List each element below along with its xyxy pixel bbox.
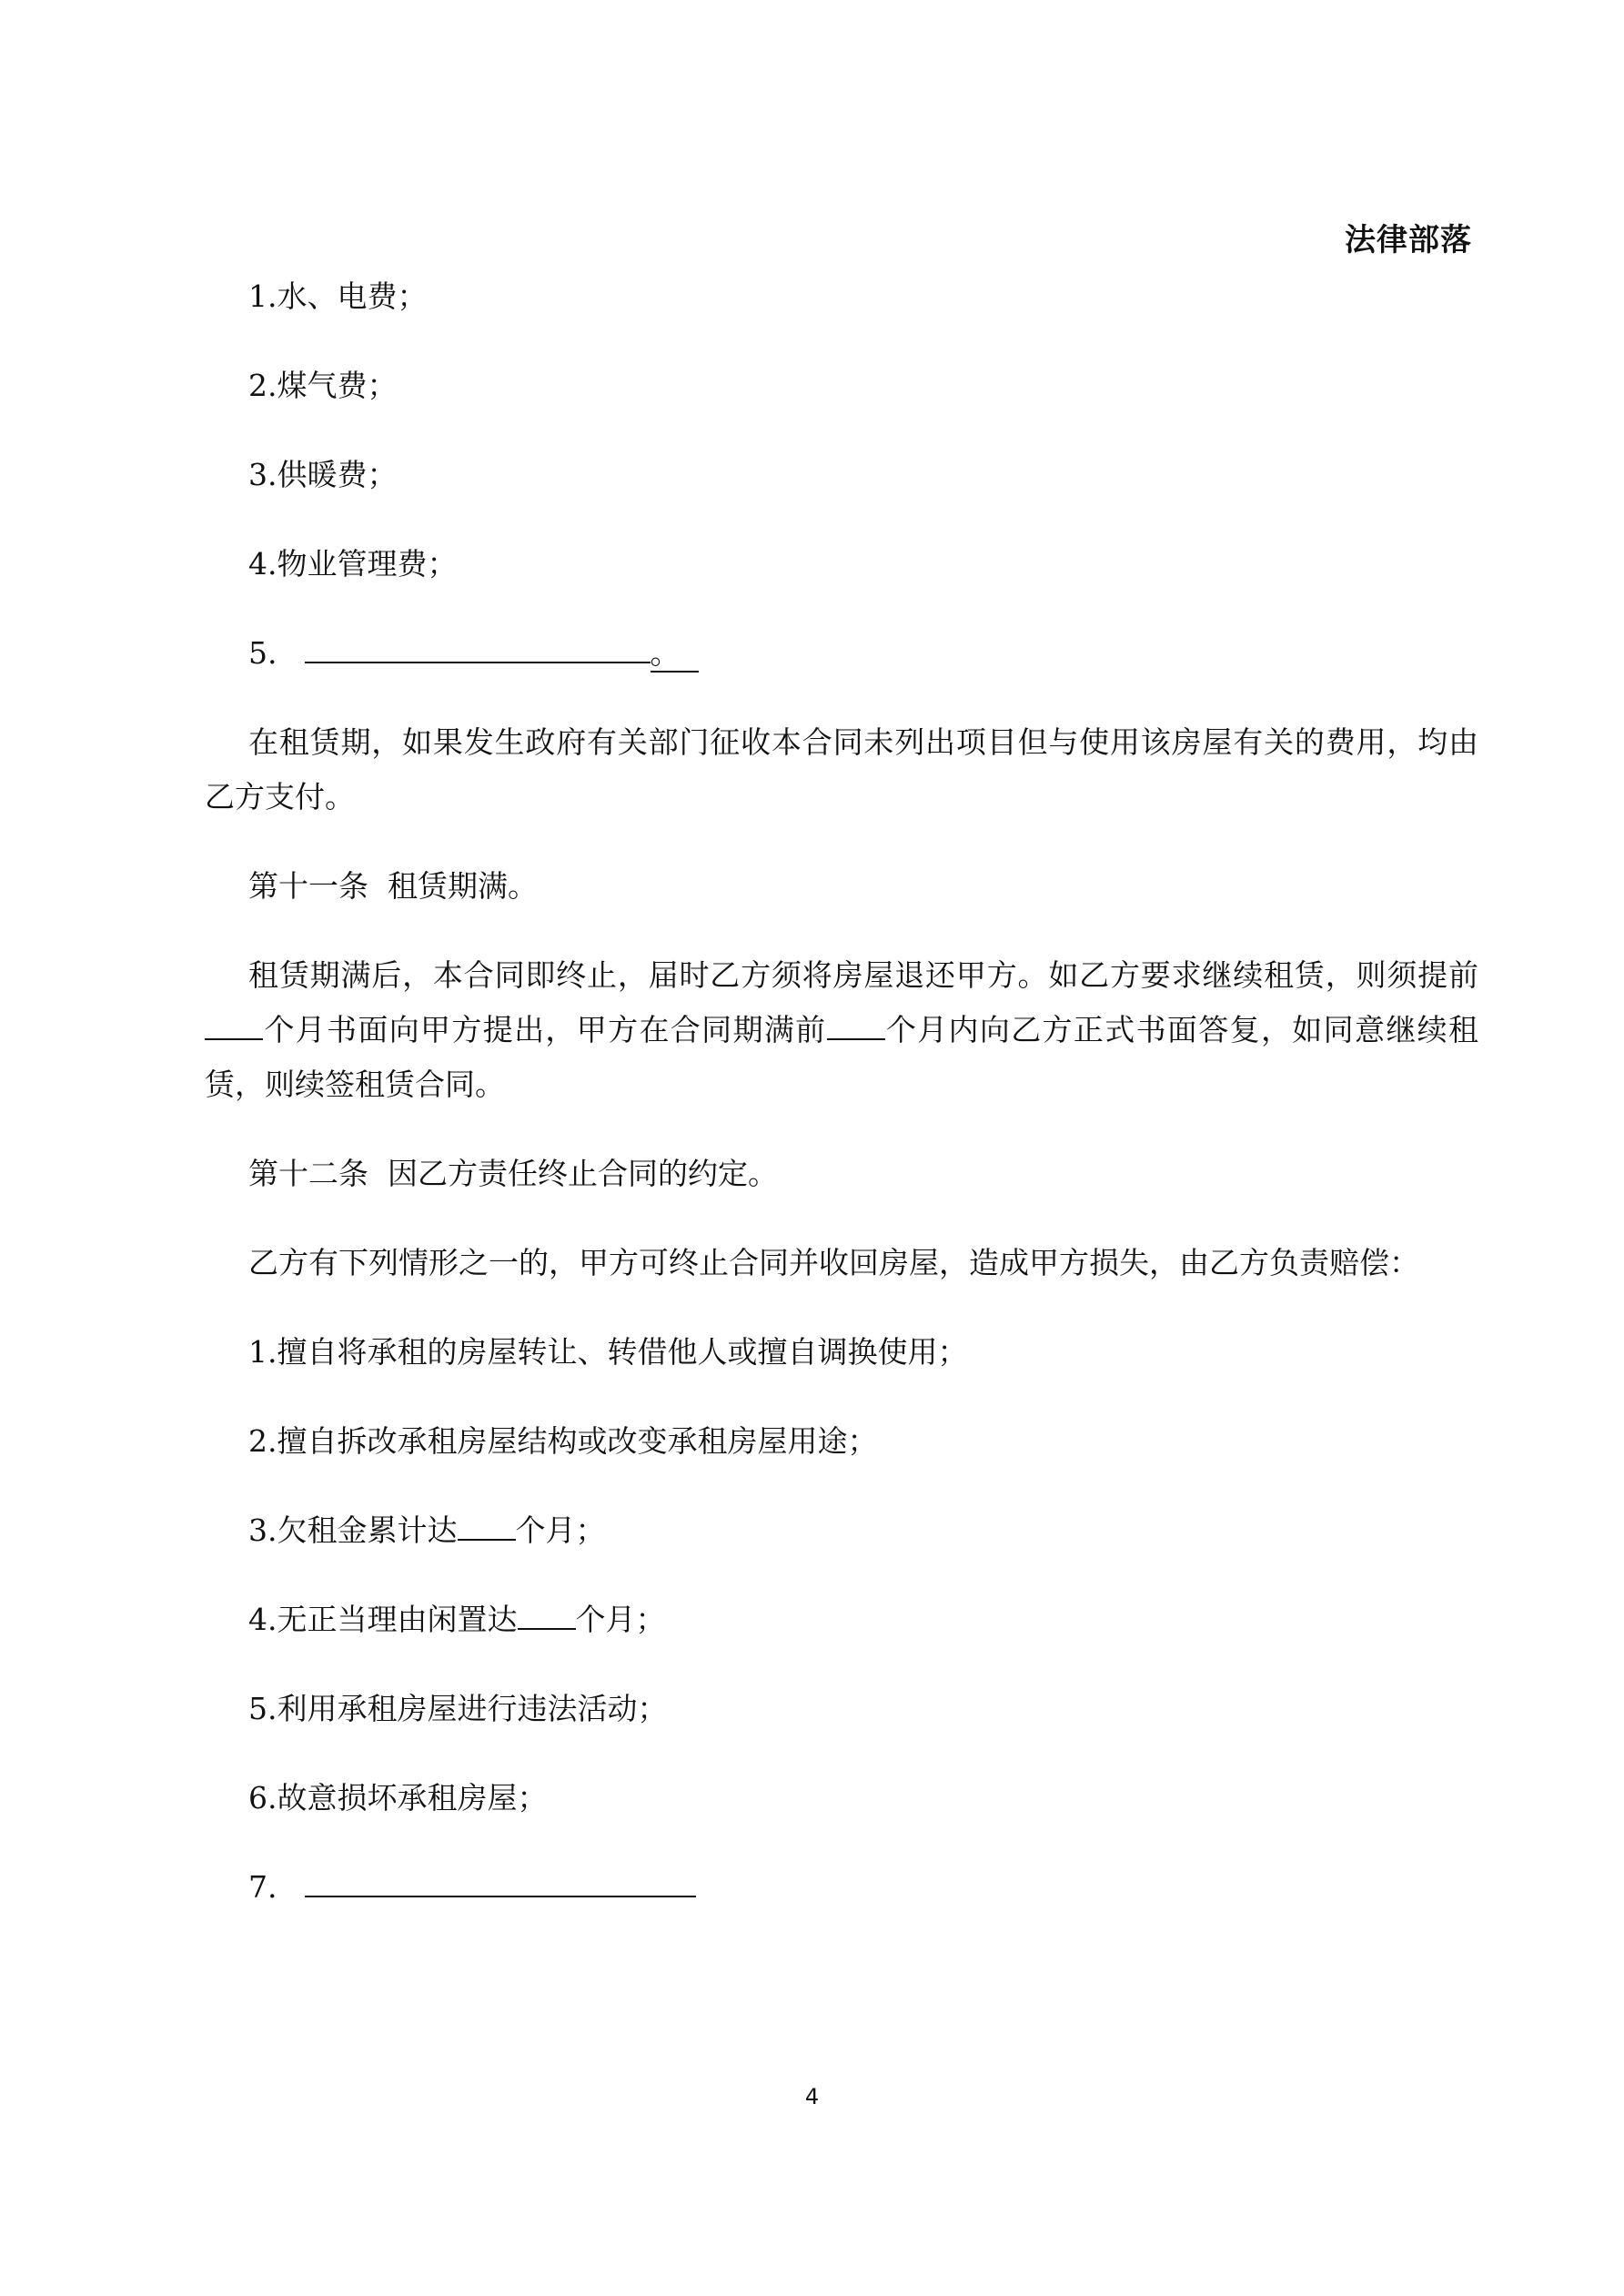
article-11-title: 第十一条 租赁期满。	[248, 868, 538, 904]
termination-item-4	[205, 1593, 1478, 1647]
termination-item-7	[205, 1860, 1478, 1915]
article-11-text-c: 个月内向乙方正式书面答复，如同意继续租赁，则续签租赁合同。	[205, 1012, 1479, 1102]
page-number: 4	[804, 2084, 820, 2109]
termination-item-7-number: 7.	[248, 1869, 277, 1905]
termination-item-4-text-a: 4.无正当理由闲置达	[248, 1602, 518, 1637]
fee-item-2: 2.煤气费；	[248, 368, 398, 403]
fee-item-5-end: 。	[651, 635, 699, 673]
gov-fees-paragraph: 在租赁期，如果发生政府有关部门征收本合同未列出项目但与使用该房屋有关的费用，均由乙方支付。	[205, 724, 1478, 814]
article-11-paragraph	[205, 948, 1478, 1112]
article-12-intro: 乙方有下列情形之一的，甲方可终止合同并收回房屋，造成甲方损失，由乙方负责赔偿：	[248, 1245, 1419, 1280]
fee-item-3: 3.供暖费；	[248, 457, 398, 492]
fill-in-blank	[205, 1037, 263, 1040]
fee-item-4: 4.物业管理费；	[248, 546, 458, 582]
article-12-title: 第十二条 因乙方责任终止合同的约定。	[248, 1156, 778, 1191]
termination-item-5: 5.利用承租房屋进行违法活动；	[248, 1691, 668, 1726]
termination-item-3-text-b: 个月；	[515, 1512, 606, 1548]
article-11-text-b: 个月书面向甲方提出，甲方在合同期满前	[263, 1012, 827, 1047]
fee-item-5	[205, 626, 1478, 681]
fill-in-blank	[305, 660, 651, 663]
termination-item-4-text-b: 个月；	[575, 1602, 666, 1637]
fill-in-blank	[518, 1626, 576, 1630]
fill-in-blank	[827, 1037, 885, 1040]
article-11-text-a: 租赁期满后，本合同即终止，届时乙方须将房屋退还甲方。如乙方要求继续租赁，则须提前	[248, 957, 1478, 993]
fill-in-blank	[305, 1894, 696, 1897]
termination-item-3	[205, 1503, 1478, 1558]
document-body	[205, 269, 1478, 1949]
termination-item-3-text-a: 3.欠租金累计达	[248, 1512, 458, 1548]
termination-item-2: 2.擅自拆改承租房屋结构或改变承租房屋用途；	[248, 1423, 878, 1459]
termination-item-1: 1.擅自将承租的房屋转让、转借他人或擅自调换使用；	[248, 1334, 968, 1370]
fee-item-5-number: 5.	[248, 635, 277, 671]
termination-item-6: 6.故意损坏承租房屋；	[248, 1780, 548, 1816]
header-brand: 法律部落	[1345, 222, 1472, 258]
fill-in-blank	[458, 1537, 516, 1541]
fee-item-1: 1.水、电费；	[248, 278, 428, 314]
